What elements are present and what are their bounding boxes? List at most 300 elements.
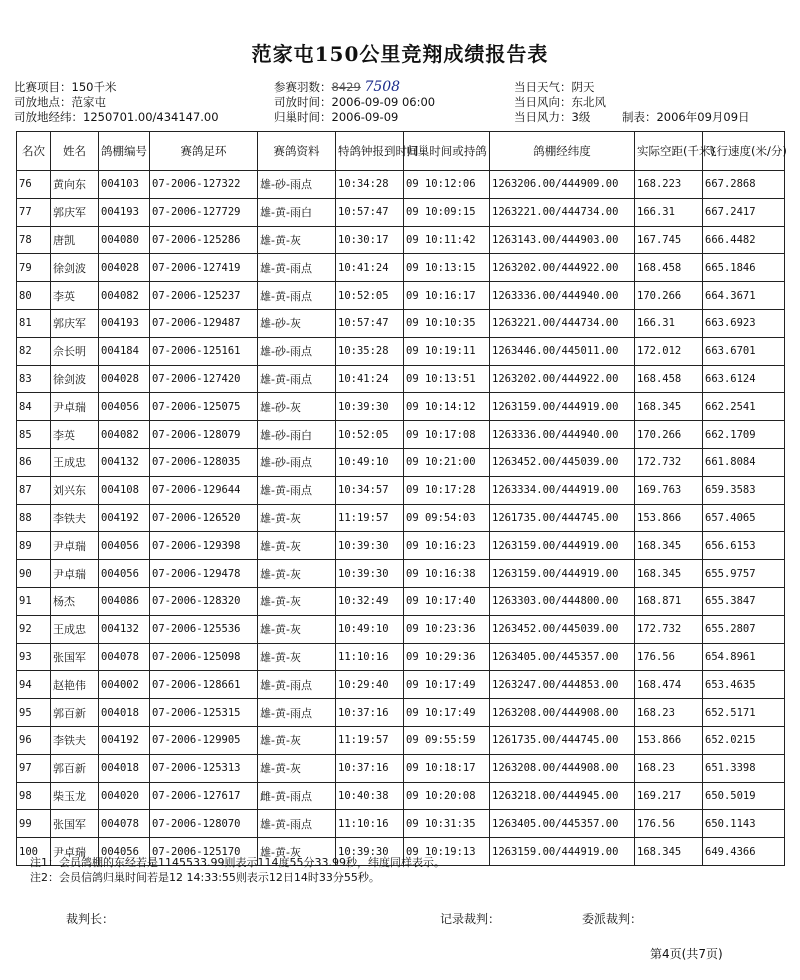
cell-clock-time: 10:37:16 (336, 754, 404, 782)
cell-return-time: 09 10:17:08 (404, 421, 490, 449)
cell-speed: 652.5171 (703, 699, 785, 727)
cell-member-name: 刘兴东 (51, 476, 99, 504)
cell-clock-time: 10:40:38 (336, 782, 404, 810)
cell-return-time: 09 10:18:17 (404, 754, 490, 782)
cell-member-name: 尹卓瑞 (51, 838, 99, 866)
cell-return-time: 09 10:17:28 (404, 476, 490, 504)
cell-speed: 650.1143 (703, 810, 785, 838)
cell-rank: 100 (17, 838, 51, 866)
table-row (17, 560, 785, 588)
cell-loft-coords: 1263221.00/444734.00 (490, 198, 635, 226)
cell-pigeon-info: 雄-黄-灰 (258, 532, 336, 560)
cell-return-time: 09 10:17:49 (404, 671, 490, 699)
cell-member-name: 柴玉龙 (51, 782, 99, 810)
cell-pigeon-info: 雄-砂-雨点 (258, 171, 336, 199)
cell-distance: 170.266 (635, 282, 703, 310)
cell-pigeon-info: 雄-黄-灰 (258, 587, 336, 615)
cell-speed: 656.6153 (703, 532, 785, 560)
cell-member-name: 杨杰 (51, 587, 99, 615)
cell-loft-id: 004086 (99, 587, 150, 615)
cell-loft-id: 004080 (99, 226, 150, 254)
cell-member-name: 王成忠 (51, 448, 99, 476)
cell-pigeon-info: 雄-砂-雨白 (258, 421, 336, 449)
cell-loft-coords: 1263247.00/444853.00 (490, 671, 635, 699)
sign-judge: 裁判长： (66, 912, 115, 926)
cell-loft-id: 004192 (99, 726, 150, 754)
cell-pigeon-info: 雌-黄-雨点 (258, 782, 336, 810)
table-row (17, 421, 785, 449)
cell-pigeon-info: 雄-黄-灰 (258, 726, 336, 754)
cell-speed: 650.5019 (703, 782, 785, 810)
cell-member-name: 徐剑波 (51, 365, 99, 393)
cell-distance: 168.345 (635, 532, 703, 560)
cell-ring-number: 07-2006-127419 (150, 254, 258, 282)
cell-loft-id: 004132 (99, 448, 150, 476)
meta-right (514, 80, 750, 125)
cell-clock-time: 10:57:47 (336, 309, 404, 337)
header-ring: 赛鸽足环 (150, 132, 258, 171)
cell-member-name: 尹卓瑞 (51, 560, 99, 588)
cell-distance: 168.458 (635, 365, 703, 393)
cell-rank: 92 (17, 615, 51, 643)
cell-ring-number: 07-2006-129478 (150, 560, 258, 588)
cell-loft-id: 004078 (99, 643, 150, 671)
cell-ring-number: 07-2006-129398 (150, 532, 258, 560)
cell-speed: 663.6923 (703, 309, 785, 337)
table-row (17, 448, 785, 476)
cell-clock-time: 11:10:16 (336, 643, 404, 671)
cell-speed: 664.3671 (703, 282, 785, 310)
cell-return-time: 09 10:13:51 (404, 365, 490, 393)
cell-speed: 655.9757 (703, 560, 785, 588)
cell-rank: 95 (17, 699, 51, 727)
cell-ring-number: 07-2006-127617 (150, 782, 258, 810)
cell-distance: 167.745 (635, 226, 703, 254)
cell-ring-number: 07-2006-125170 (150, 838, 258, 866)
cell-loft-id: 004184 (99, 337, 150, 365)
cell-loft-id: 004082 (99, 421, 150, 449)
cell-rank: 82 (17, 337, 51, 365)
cell-loft-id: 004192 (99, 504, 150, 532)
cell-ring-number: 07-2006-129487 (150, 309, 258, 337)
cell-pigeon-info: 雄-砂-雨点 (258, 448, 336, 476)
cell-speed: 654.8961 (703, 643, 785, 671)
cell-distance: 172.012 (635, 337, 703, 365)
sign-recorder: 记录裁判： (440, 912, 501, 926)
cell-member-name: 赵艳伟 (51, 671, 99, 699)
cell-pigeon-info: 雄-砂-雨点 (258, 337, 336, 365)
cell-member-name: 郭庆军 (51, 309, 99, 337)
cell-ring-number: 07-2006-128070 (150, 810, 258, 838)
cell-return-time: 09 10:11:42 (404, 226, 490, 254)
meta-wind-dir: 当日风向：东北风 (514, 95, 606, 109)
table-row (17, 365, 785, 393)
table-row (17, 198, 785, 226)
cell-pigeon-info: 雄-黄-雨点 (258, 365, 336, 393)
cell-member-name: 郭百新 (51, 754, 99, 782)
cell-clock-time: 10:41:24 (336, 365, 404, 393)
cell-loft-id: 004056 (99, 532, 150, 560)
cell-pigeon-info: 雄-砂-灰 (258, 393, 336, 421)
cell-loft-coords: 1263159.00/444919.00 (490, 560, 635, 588)
cell-loft-coords: 1263221.00/444734.00 (490, 309, 635, 337)
table-row (17, 671, 785, 699)
header-rank: 名次 (17, 132, 51, 171)
cell-speed: 661.8084 (703, 448, 785, 476)
cell-loft-id: 004020 (99, 782, 150, 810)
table-row (17, 587, 785, 615)
cell-loft-id: 004056 (99, 560, 150, 588)
cell-loft-coords: 1263334.00/444919.00 (490, 476, 635, 504)
cell-pigeon-info: 雄-黄-雨点 (258, 671, 336, 699)
cell-ring-number: 07-2006-125286 (150, 226, 258, 254)
note-1: 注1：会员鸽棚的东经若是1145533.99则表示114度55分33.99秒，纬度同样表示。 (30, 856, 445, 869)
table-row (17, 754, 785, 782)
cell-rank: 85 (17, 421, 51, 449)
meta-return-time: 归巢时间：2006-09-09 (274, 110, 399, 124)
cell-ring-number: 07-2006-125161 (150, 337, 258, 365)
cell-loft-coords: 1263202.00/444922.00 (490, 365, 635, 393)
cell-clock-time: 10:34:28 (336, 171, 404, 199)
cell-return-time: 09 10:13:15 (404, 254, 490, 282)
cell-return-time: 09 10:19:11 (404, 337, 490, 365)
cell-member-name: 张国军 (51, 643, 99, 671)
cell-ring-number: 07-2006-125315 (150, 699, 258, 727)
cell-return-time: 09 10:20:08 (404, 782, 490, 810)
header-return-time: 归巢时间或持鸽 (404, 132, 490, 171)
cell-distance: 176.56 (635, 643, 703, 671)
cell-rank: 96 (17, 726, 51, 754)
header-loft-id: 鸽棚编号 (99, 132, 150, 171)
note-2: 注2：会员信鸽归巢时间若是12 14:33:55则表示12日14时33分55秒。 (30, 871, 380, 884)
meta-left (14, 80, 219, 125)
cell-return-time: 09 10:16:23 (404, 532, 490, 560)
cell-member-name: 尹卓瑞 (51, 532, 99, 560)
cell-pigeon-info: 雄-黄-灰 (258, 560, 336, 588)
cell-ring-number: 07-2006-127729 (150, 198, 258, 226)
cell-ring-number: 07-2006-126520 (150, 504, 258, 532)
cell-pigeon-info: 雄-黄-灰 (258, 504, 336, 532)
table-row (17, 171, 785, 199)
cell-distance: 169.763 (635, 476, 703, 504)
cell-pigeon-info: 雄-黄-雨点 (258, 476, 336, 504)
cell-clock-time: 10:29:40 (336, 671, 404, 699)
cell-return-time: 09 10:17:40 (404, 587, 490, 615)
cell-loft-coords: 1263208.00/444908.00 (490, 754, 635, 782)
cell-pigeon-info: 雄-黄-灰 (258, 643, 336, 671)
cell-clock-time: 10:39:30 (336, 560, 404, 588)
cell-loft-coords: 1261735.00/444745.00 (490, 726, 635, 754)
cell-return-time: 09 09:55:59 (404, 726, 490, 754)
cell-member-name: 郭庆军 (51, 198, 99, 226)
cell-clock-time: 10:49:10 (336, 615, 404, 643)
cell-distance: 153.866 (635, 504, 703, 532)
cell-rank: 98 (17, 782, 51, 810)
table-row (17, 226, 785, 254)
cell-loft-id: 004082 (99, 282, 150, 310)
table-row (17, 810, 785, 838)
cell-rank: 80 (17, 282, 51, 310)
cell-rank: 84 (17, 393, 51, 421)
cell-distance: 172.732 (635, 448, 703, 476)
cell-loft-id: 004108 (99, 476, 150, 504)
cell-speed: 659.3583 (703, 476, 785, 504)
table-row (17, 615, 785, 643)
cell-loft-coords: 1263336.00/444940.00 (490, 282, 635, 310)
cell-ring-number: 07-2006-129644 (150, 476, 258, 504)
cell-distance: 170.266 (635, 421, 703, 449)
cell-loft-coords: 1263159.00/444919.00 (490, 532, 635, 560)
cell-rank: 81 (17, 309, 51, 337)
cell-loft-id: 004193 (99, 198, 150, 226)
cell-ring-number: 07-2006-125313 (150, 754, 258, 782)
cell-distance: 168.23 (635, 699, 703, 727)
cell-speed: 651.3398 (703, 754, 785, 782)
cell-speed: 667.2417 (703, 198, 785, 226)
cell-clock-time: 10:30:17 (336, 226, 404, 254)
cell-speed: 655.2807 (703, 615, 785, 643)
cell-return-time: 09 10:09:15 (404, 198, 490, 226)
meta-coords: 司放地经纬：1250701.00/434147.00 (14, 110, 219, 124)
cell-distance: 168.345 (635, 560, 703, 588)
cell-speed: 652.0215 (703, 726, 785, 754)
cell-loft-id: 004193 (99, 309, 150, 337)
cell-distance: 166.31 (635, 309, 703, 337)
table-row (17, 309, 785, 337)
cell-ring-number: 07-2006-127322 (150, 171, 258, 199)
cell-ring-number: 07-2006-125536 (150, 615, 258, 643)
cell-pigeon-info: 雄-黄-灰 (258, 226, 336, 254)
cell-loft-coords: 1263202.00/444922.00 (490, 254, 635, 282)
cell-speed: 663.6701 (703, 337, 785, 365)
table-row (17, 532, 785, 560)
cell-loft-id: 004056 (99, 393, 150, 421)
cell-speed: 662.2541 (703, 393, 785, 421)
cell-clock-time: 10:39:30 (336, 838, 404, 866)
meta-middle (274, 80, 435, 125)
header-distance: 实际空距(千米) (635, 132, 703, 171)
cell-return-time: 09 10:29:36 (404, 643, 490, 671)
cell-return-time: 09 09:54:03 (404, 504, 490, 532)
entries-handwritten: 7508 (364, 79, 401, 95)
cell-speed: 649.4366 (703, 838, 785, 866)
entries-crossed: 8429 (331, 80, 361, 94)
cell-clock-time: 10:39:30 (336, 532, 404, 560)
cell-loft-id: 004002 (99, 671, 150, 699)
cell-clock-time: 10:37:16 (336, 699, 404, 727)
cell-member-name: 李铁夫 (51, 726, 99, 754)
cell-member-name: 张国军 (51, 810, 99, 838)
cell-loft-id: 004028 (99, 365, 150, 393)
cell-clock-time: 11:19:57 (336, 726, 404, 754)
cell-loft-id: 004056 (99, 838, 150, 866)
cell-loft-coords: 1263452.00/445039.00 (490, 448, 635, 476)
meta-weather: 当日天气：阴天 (514, 80, 595, 94)
table-row (17, 726, 785, 754)
cell-speed: 667.2868 (703, 171, 785, 199)
cell-member-name: 李英 (51, 421, 99, 449)
cell-rank: 99 (17, 810, 51, 838)
cell-member-name: 徐剑波 (51, 254, 99, 282)
cell-return-time: 09 10:16:38 (404, 560, 490, 588)
cell-member-name: 李英 (51, 282, 99, 310)
cell-pigeon-info: 雄-黄-灰 (258, 754, 336, 782)
cell-return-time: 09 10:10:35 (404, 309, 490, 337)
cell-distance: 153.866 (635, 726, 703, 754)
cell-rank: 79 (17, 254, 51, 282)
cell-return-time: 09 10:12:06 (404, 171, 490, 199)
cell-distance: 168.345 (635, 393, 703, 421)
header-speed: 飞行速度(米/分) (703, 132, 785, 171)
cell-member-name: 王成忠 (51, 615, 99, 643)
cell-ring-number: 07-2006-125098 (150, 643, 258, 671)
cell-return-time: 09 10:14:12 (404, 393, 490, 421)
cell-loft-coords: 1263336.00/444940.00 (490, 421, 635, 449)
cell-clock-time: 10:32:49 (336, 587, 404, 615)
cell-return-time: 09 10:17:49 (404, 699, 490, 727)
cell-return-time: 09 10:16:17 (404, 282, 490, 310)
cell-speed: 657.4065 (703, 504, 785, 532)
cell-loft-id: 004103 (99, 171, 150, 199)
meta-release-time: 司放时间：2006-09-09 06:00 (274, 95, 436, 109)
cell-clock-time: 11:19:57 (336, 504, 404, 532)
cell-distance: 168.345 (635, 838, 703, 866)
cell-rank: 83 (17, 365, 51, 393)
cell-rank: 86 (17, 448, 51, 476)
cell-speed: 653.4635 (703, 671, 785, 699)
cell-ring-number: 07-2006-128079 (150, 421, 258, 449)
cell-ring-number: 07-2006-125237 (150, 282, 258, 310)
cell-rank: 76 (17, 171, 51, 199)
table-row (17, 782, 785, 810)
meta-wind-force-row (514, 110, 750, 125)
entries-label: 参赛羽数： (274, 80, 332, 94)
cell-loft-coords: 1263159.00/444919.00 (490, 838, 635, 866)
cell-clock-time: 10:57:47 (336, 198, 404, 226)
cell-loft-coords: 1263303.00/444800.00 (490, 587, 635, 615)
sign-delegate: 委派裁判： (582, 912, 643, 926)
cell-ring-number: 07-2006-128661 (150, 671, 258, 699)
cell-distance: 168.871 (635, 587, 703, 615)
cell-rank: 93 (17, 643, 51, 671)
cell-distance: 168.23 (635, 754, 703, 782)
results-table (16, 131, 785, 866)
cell-member-name: 李铁夫 (51, 504, 99, 532)
cell-member-name: 黄向东 (51, 171, 99, 199)
header-clock-time: 特鸽钟报到时间 (336, 132, 404, 171)
cell-loft-id: 004132 (99, 615, 150, 643)
cell-clock-time: 10:41:24 (336, 254, 404, 282)
meta-entries (274, 80, 435, 95)
cell-loft-coords: 1263206.00/444909.00 (490, 171, 635, 199)
header-name: 姓名 (51, 132, 99, 171)
cell-rank: 91 (17, 587, 51, 615)
cell-clock-time: 10:49:10 (336, 448, 404, 476)
meta-location: 司放地点：范家屯 (14, 95, 106, 109)
cell-member-name: 尹卓瑞 (51, 393, 99, 421)
cell-rank: 88 (17, 504, 51, 532)
cell-return-time: 09 10:19:13 (404, 838, 490, 866)
cell-ring-number: 07-2006-129905 (150, 726, 258, 754)
report-title: 范家屯150公里竞翔成绩报告表 (251, 42, 549, 66)
cell-distance: 168.223 (635, 171, 703, 199)
cell-member-name: 佘长明 (51, 337, 99, 365)
cell-pigeon-info: 雄-黄-雨点 (258, 254, 336, 282)
cell-clock-time: 10:34:57 (336, 476, 404, 504)
cell-loft-id: 004018 (99, 699, 150, 727)
table-row (17, 337, 785, 365)
meta-made-date: 制表：2006年09月09日 (621, 110, 750, 124)
page-indicator: 第4页(共7页) (650, 947, 723, 961)
table-row (17, 699, 785, 727)
cell-speed: 655.3847 (703, 587, 785, 615)
cell-return-time: 09 10:23:36 (404, 615, 490, 643)
cell-loft-id: 004018 (99, 754, 150, 782)
cell-loft-coords: 1263159.00/444919.00 (490, 393, 635, 421)
cell-distance: 169.217 (635, 782, 703, 810)
cell-loft-coords: 1263218.00/444945.00 (490, 782, 635, 810)
cell-speed: 662.1709 (703, 421, 785, 449)
table-row (17, 282, 785, 310)
table-body (17, 171, 785, 866)
cell-ring-number: 07-2006-128035 (150, 448, 258, 476)
cell-speed: 666.4482 (703, 226, 785, 254)
cell-pigeon-info: 雄-黄-雨点 (258, 810, 336, 838)
cell-clock-time: 10:39:30 (336, 393, 404, 421)
cell-loft-coords: 1261735.00/444745.00 (490, 504, 635, 532)
cell-pigeon-info: 雄-黄-灰 (258, 838, 336, 866)
cell-rank: 90 (17, 560, 51, 588)
cell-return-time: 09 10:21:00 (404, 448, 490, 476)
cell-rank: 78 (17, 226, 51, 254)
cell-clock-time: 10:52:05 (336, 421, 404, 449)
cell-speed: 665.1846 (703, 254, 785, 282)
cell-speed: 663.6124 (703, 365, 785, 393)
cell-pigeon-info: 雄-黄-雨白 (258, 198, 336, 226)
cell-pigeon-info: 雄-黄-雨点 (258, 699, 336, 727)
cell-loft-id: 004028 (99, 254, 150, 282)
cell-distance: 166.31 (635, 198, 703, 226)
table-row (17, 476, 785, 504)
table-header-row (17, 132, 785, 171)
table-row (17, 254, 785, 282)
cell-pigeon-info: 雄-黄-灰 (258, 615, 336, 643)
cell-member-name: 唐凯 (51, 226, 99, 254)
table-row (17, 504, 785, 532)
header-pigeon-info: 赛鸽资料 (258, 132, 336, 171)
cell-ring-number: 07-2006-128320 (150, 587, 258, 615)
cell-rank: 77 (17, 198, 51, 226)
cell-loft-coords: 1263452.00/445039.00 (490, 615, 635, 643)
cell-ring-number: 07-2006-127420 (150, 365, 258, 393)
table-row (17, 643, 785, 671)
cell-return-time: 09 10:31:35 (404, 810, 490, 838)
cell-loft-id: 004078 (99, 810, 150, 838)
notes (30, 855, 445, 885)
cell-rank: 97 (17, 754, 51, 782)
cell-rank: 94 (17, 671, 51, 699)
cell-pigeon-info: 雄-黄-雨点 (258, 282, 336, 310)
cell-rank: 87 (17, 476, 51, 504)
cell-loft-coords: 1263143.00/444903.00 (490, 226, 635, 254)
table-row (17, 393, 785, 421)
cell-loft-coords: 1263405.00/445357.00 (490, 810, 635, 838)
cell-distance: 172.732 (635, 615, 703, 643)
cell-rank: 89 (17, 532, 51, 560)
cell-clock-time: 10:35:28 (336, 337, 404, 365)
cell-clock-time: 10:52:05 (336, 282, 404, 310)
meta-project: 比赛项目：150千米 (14, 80, 117, 94)
